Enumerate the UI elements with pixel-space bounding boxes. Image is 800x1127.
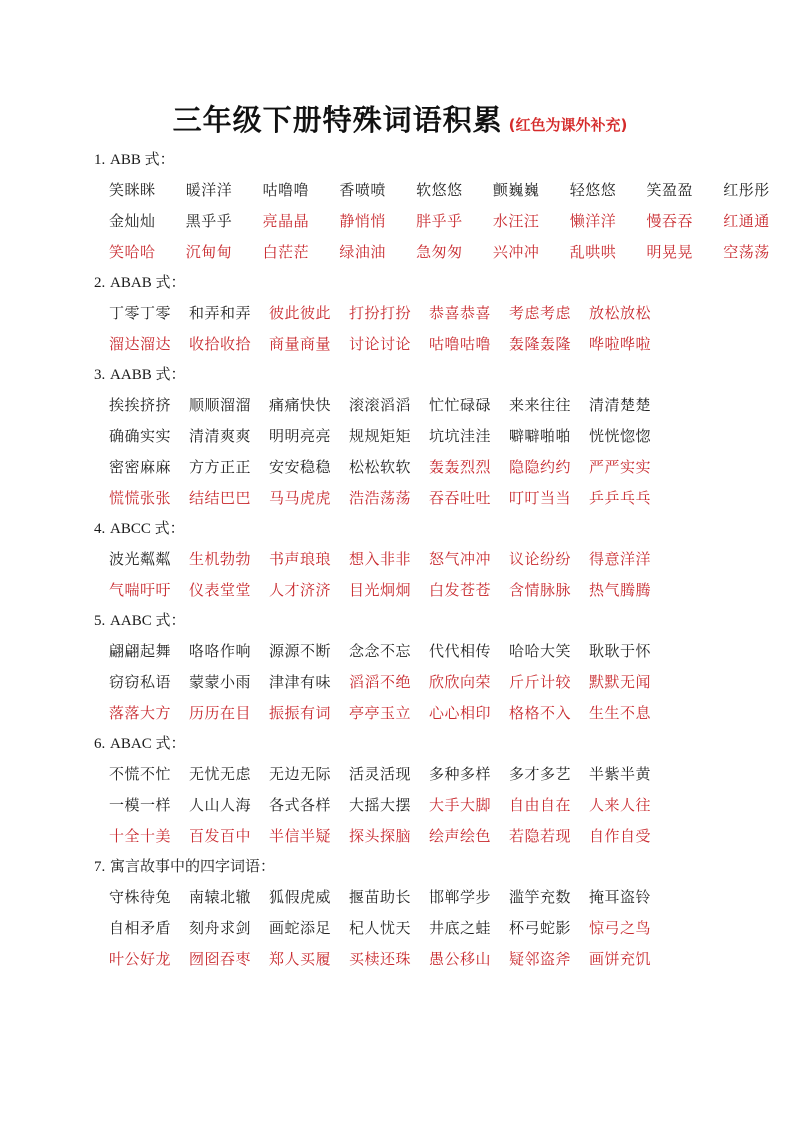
supplement-word: 怒气冲冲 [429,550,492,568]
word-row [0,236,800,267]
textbook-word: 各式各样 [269,796,332,814]
textbook-word: 半紫半黄 [589,765,652,783]
supplement-word: 热气腾腾 [589,581,652,599]
section-heading [0,851,800,881]
word-section [0,359,800,513]
supplement-word: 白茫茫 [262,243,310,261]
supplement-word: 考虑考虑 [509,304,572,322]
textbook-word: 不慌不忙 [109,765,172,783]
textbook-word: 窃窃私语 [109,673,172,691]
textbook-word: 杯弓蛇影 [509,919,572,937]
textbook-word: 清清楚楚 [589,396,652,414]
supplement-word: 沉甸甸 [185,243,233,261]
textbook-word: 多才多艺 [509,765,572,783]
page-subtitle: (红色为课外补充) [508,116,628,134]
textbook-word: 颤巍巍 [492,181,540,199]
supplement-word: 惊弓之鸟 [589,919,652,937]
textbook-word: 丁零丁零 [109,304,172,322]
section-heading [0,728,800,758]
word-section [0,851,800,974]
textbook-word: 笑眯眯 [109,181,156,199]
textbook-word: 大摇大摆 [349,796,412,814]
textbook-word: 人山人海 [189,796,252,814]
word-row [0,328,800,359]
supplement-word: 慌慌张张 [109,489,172,507]
supplement-word: 愚公移山 [429,950,492,968]
textbook-word: 念念不忘 [349,642,412,660]
supplement-word: 生生不息 [589,704,652,722]
textbook-word: 无边无际 [269,765,332,783]
word-row [0,789,800,820]
word-row [0,297,800,328]
supplement-word: 郑人买履 [269,950,332,968]
supplement-word: 振振有词 [269,704,332,722]
supplement-word: 人才济济 [269,581,332,599]
supplement-word: 生机勃勃 [189,550,252,568]
word-section [0,728,800,851]
supplement-word: 书声琅琅 [269,550,332,568]
supplement-word: 浩浩荡荡 [349,489,412,507]
textbook-word: 翩翩起舞 [109,642,172,660]
supplement-word: 急匆匆 [416,243,463,261]
supplement-word: 默默无闻 [589,673,652,691]
supplement-word: 议论纷纷 [509,550,572,568]
textbook-word: 坑坑洼洼 [429,427,492,445]
textbook-word: 狐假虎威 [269,888,332,906]
textbook-word: 南辕北辙 [189,888,252,906]
supplement-word: 吞吞吐吐 [429,489,492,507]
textbook-word: 软悠悠 [416,181,463,199]
textbook-word: 波光粼粼 [109,550,172,568]
word-row [0,451,800,482]
textbook-word: 笑盈盈 [646,181,693,199]
word-row [0,174,800,205]
supplement-word: 斤斤计较 [509,673,572,691]
supplement-word: 彼此彼此 [269,304,332,322]
textbook-word: 顺顺溜溜 [189,396,252,414]
textbook-word: 多种多样 [429,765,492,783]
section-label: AABB 式： [110,367,186,383]
word-row [0,912,800,943]
section-heading [0,144,800,174]
supplement-word: 空荡荡 [723,243,770,261]
supplement-word: 严严实实 [589,458,652,476]
textbook-word: 咯咯作响 [189,642,252,660]
supplement-word: 买椟还珠 [349,950,412,968]
word-row [0,543,800,574]
section-heading [0,359,800,389]
supplement-word: 打扮打扮 [349,304,412,322]
section-number: 3. [94,367,106,383]
textbook-word: 忙忙碌碌 [429,396,492,414]
supplement-word: 轰隆轰隆 [509,335,572,353]
textbook-word: 守株待兔 [109,888,172,906]
supplement-word: 兴冲冲 [492,243,540,261]
supplement-word: 绿油油 [339,243,386,261]
supplement-word: 自作自受 [589,827,652,845]
supplement-word: 十全十美 [109,827,172,845]
word-sections [0,144,800,974]
word-row [0,666,800,697]
word-section [0,144,800,267]
word-section [0,605,800,728]
textbook-word: 香喷喷 [339,181,386,199]
textbook-word: 邯郸学步 [429,888,492,906]
textbook-word: 密密麻麻 [109,458,172,476]
word-row [0,205,800,236]
supplement-word: 放松放松 [589,304,652,322]
supplement-word: 收拾收拾 [189,335,252,353]
textbook-word: 源源不断 [269,642,332,660]
supplement-word: 自由自在 [509,796,572,814]
word-row [0,820,800,851]
word-row [0,697,800,728]
supplement-word: 大手大脚 [429,796,492,814]
supplement-word: 历历在目 [189,704,252,722]
textbook-word: 掩耳盗铃 [589,888,652,906]
textbook-word: 津津有味 [269,673,332,691]
title-row [0,98,800,139]
supplement-word: 半信半疑 [269,827,332,845]
textbook-word: 确确实实 [109,427,172,445]
supplement-word: 乱哄哄 [569,243,617,261]
textbook-word: 哈哈大笑 [509,642,572,660]
supplement-word: 咕噜咕噜 [429,335,492,353]
supplement-word: 恭喜恭喜 [429,304,492,322]
supplement-word: 懒洋洋 [569,212,617,230]
section-number: 6. [94,736,106,752]
supplement-word: 探头探脑 [349,827,412,845]
supplement-word: 心心相印 [429,704,492,722]
supplement-word: 仪表堂堂 [189,581,252,599]
section-label: 寓言故事中的四字词语： [110,859,276,875]
section-label: ABB 式： [110,152,175,168]
section-heading [0,605,800,635]
supplement-word: 欣欣向荣 [429,673,492,691]
textbook-word: 蒙蒙小雨 [189,673,252,691]
textbook-word: 活灵活现 [349,765,412,783]
word-row [0,420,800,451]
supplement-word: 胖乎乎 [416,212,463,230]
supplement-word: 滔滔不绝 [349,673,412,691]
supplement-word: 得意洋洋 [589,550,652,568]
textbook-word: 无忧无虑 [189,765,252,783]
section-heading [0,267,800,297]
supplement-word: 叮叮当当 [509,489,572,507]
supplement-word: 讨论讨论 [349,335,412,353]
section-label: ABCC 式： [110,521,185,537]
textbook-word: 金灿灿 [109,212,156,230]
word-row [0,389,800,420]
section-number: 1. [94,152,106,168]
textbook-word: 和弄和弄 [189,304,252,322]
section-number: 5. [94,613,106,629]
supplement-word: 叶公好龙 [109,950,172,968]
word-row [0,943,800,974]
supplement-word: 哗啦哗啦 [589,335,652,353]
supplement-word: 溜达溜达 [109,335,172,353]
supplement-word: 人来人往 [589,796,652,814]
supplement-word: 百发百中 [189,827,252,845]
supplement-word: 若隐若现 [509,827,572,845]
supplement-word: 水汪汪 [492,212,540,230]
supplement-word: 白发苍苍 [429,581,492,599]
supplement-word: 隐隐约约 [509,458,572,476]
supplement-word: 结结巴巴 [189,489,252,507]
supplement-word: 绘声绘色 [429,827,492,845]
textbook-word: 耿耿于怀 [589,642,652,660]
word-section [0,267,800,359]
textbook-word: 刻舟求剑 [189,919,252,937]
textbook-word: 井底之蛙 [429,919,492,937]
textbook-word: 松松软软 [349,458,412,476]
supplement-word: 红通通 [723,212,770,230]
supplement-word: 含情脉脉 [509,581,572,599]
supplement-word: 疑邻盗斧 [509,950,572,968]
textbook-word: 清清爽爽 [189,427,252,445]
textbook-word: 暖洋洋 [185,181,233,199]
supplement-word: 气喘吁吁 [109,581,172,599]
supplement-word: 轰轰烈烈 [429,458,492,476]
section-number: 4. [94,521,106,537]
supplement-word: 静悄悄 [339,212,386,230]
section-number: 2. [94,275,106,291]
textbook-word: 一模一样 [109,796,172,814]
textbook-word: 画蛇添足 [269,919,332,937]
textbook-word: 自相矛盾 [109,919,172,937]
textbook-word: 规规矩矩 [349,427,412,445]
textbook-word: 痛痛快快 [269,396,332,414]
word-section [0,513,800,605]
supplement-word: 乒乒乓乓 [589,489,652,507]
textbook-word: 恍恍惚惚 [589,427,652,445]
textbook-word: 揠苗助长 [349,888,412,906]
supplement-word: 囫囵吞枣 [189,950,252,968]
textbook-word: 挨挨挤挤 [109,396,172,414]
textbook-word: 咕噜噜 [262,181,310,199]
supplement-word: 笑哈哈 [109,243,156,261]
word-row [0,758,800,789]
textbook-word: 明明亮亮 [269,427,332,445]
section-number: 7. [94,859,106,875]
supplement-word: 画饼充饥 [589,950,652,968]
supplement-word: 亮晶晶 [262,212,310,230]
textbook-word: 来来往往 [509,396,572,414]
supplement-word: 想入非非 [349,550,412,568]
textbook-word: 轻悠悠 [569,181,617,199]
supplement-word: 落落大方 [109,704,172,722]
supplement-word: 商量商量 [269,335,332,353]
supplement-word: 马马虎虎 [269,489,332,507]
textbook-word: 黑乎乎 [185,212,233,230]
textbook-word: 杞人忧天 [349,919,412,937]
section-label: ABAC 式： [110,736,186,752]
textbook-word: 红彤彤 [723,181,770,199]
textbook-word: 滚滚滔滔 [349,396,412,414]
supplement-word: 明晃晃 [646,243,693,261]
word-row [0,482,800,513]
section-label: ABAB 式： [110,275,186,291]
word-row [0,881,800,912]
word-row [0,574,800,605]
textbook-word: 安安稳稳 [269,458,332,476]
page-title: 三年级下册特殊词语积累 [172,103,503,137]
textbook-word: 滥竽充数 [509,888,572,906]
textbook-word: 噼噼啪啪 [509,427,572,445]
supplement-word: 目光炯炯 [349,581,412,599]
section-heading [0,513,800,543]
word-row [0,635,800,666]
supplement-word: 亭亭玉立 [349,704,412,722]
textbook-word: 方方正正 [189,458,252,476]
supplement-word: 格格不入 [509,704,572,722]
textbook-word: 代代相传 [429,642,492,660]
section-label: AABC 式： [110,613,186,629]
supplement-word: 慢吞吞 [646,212,693,230]
